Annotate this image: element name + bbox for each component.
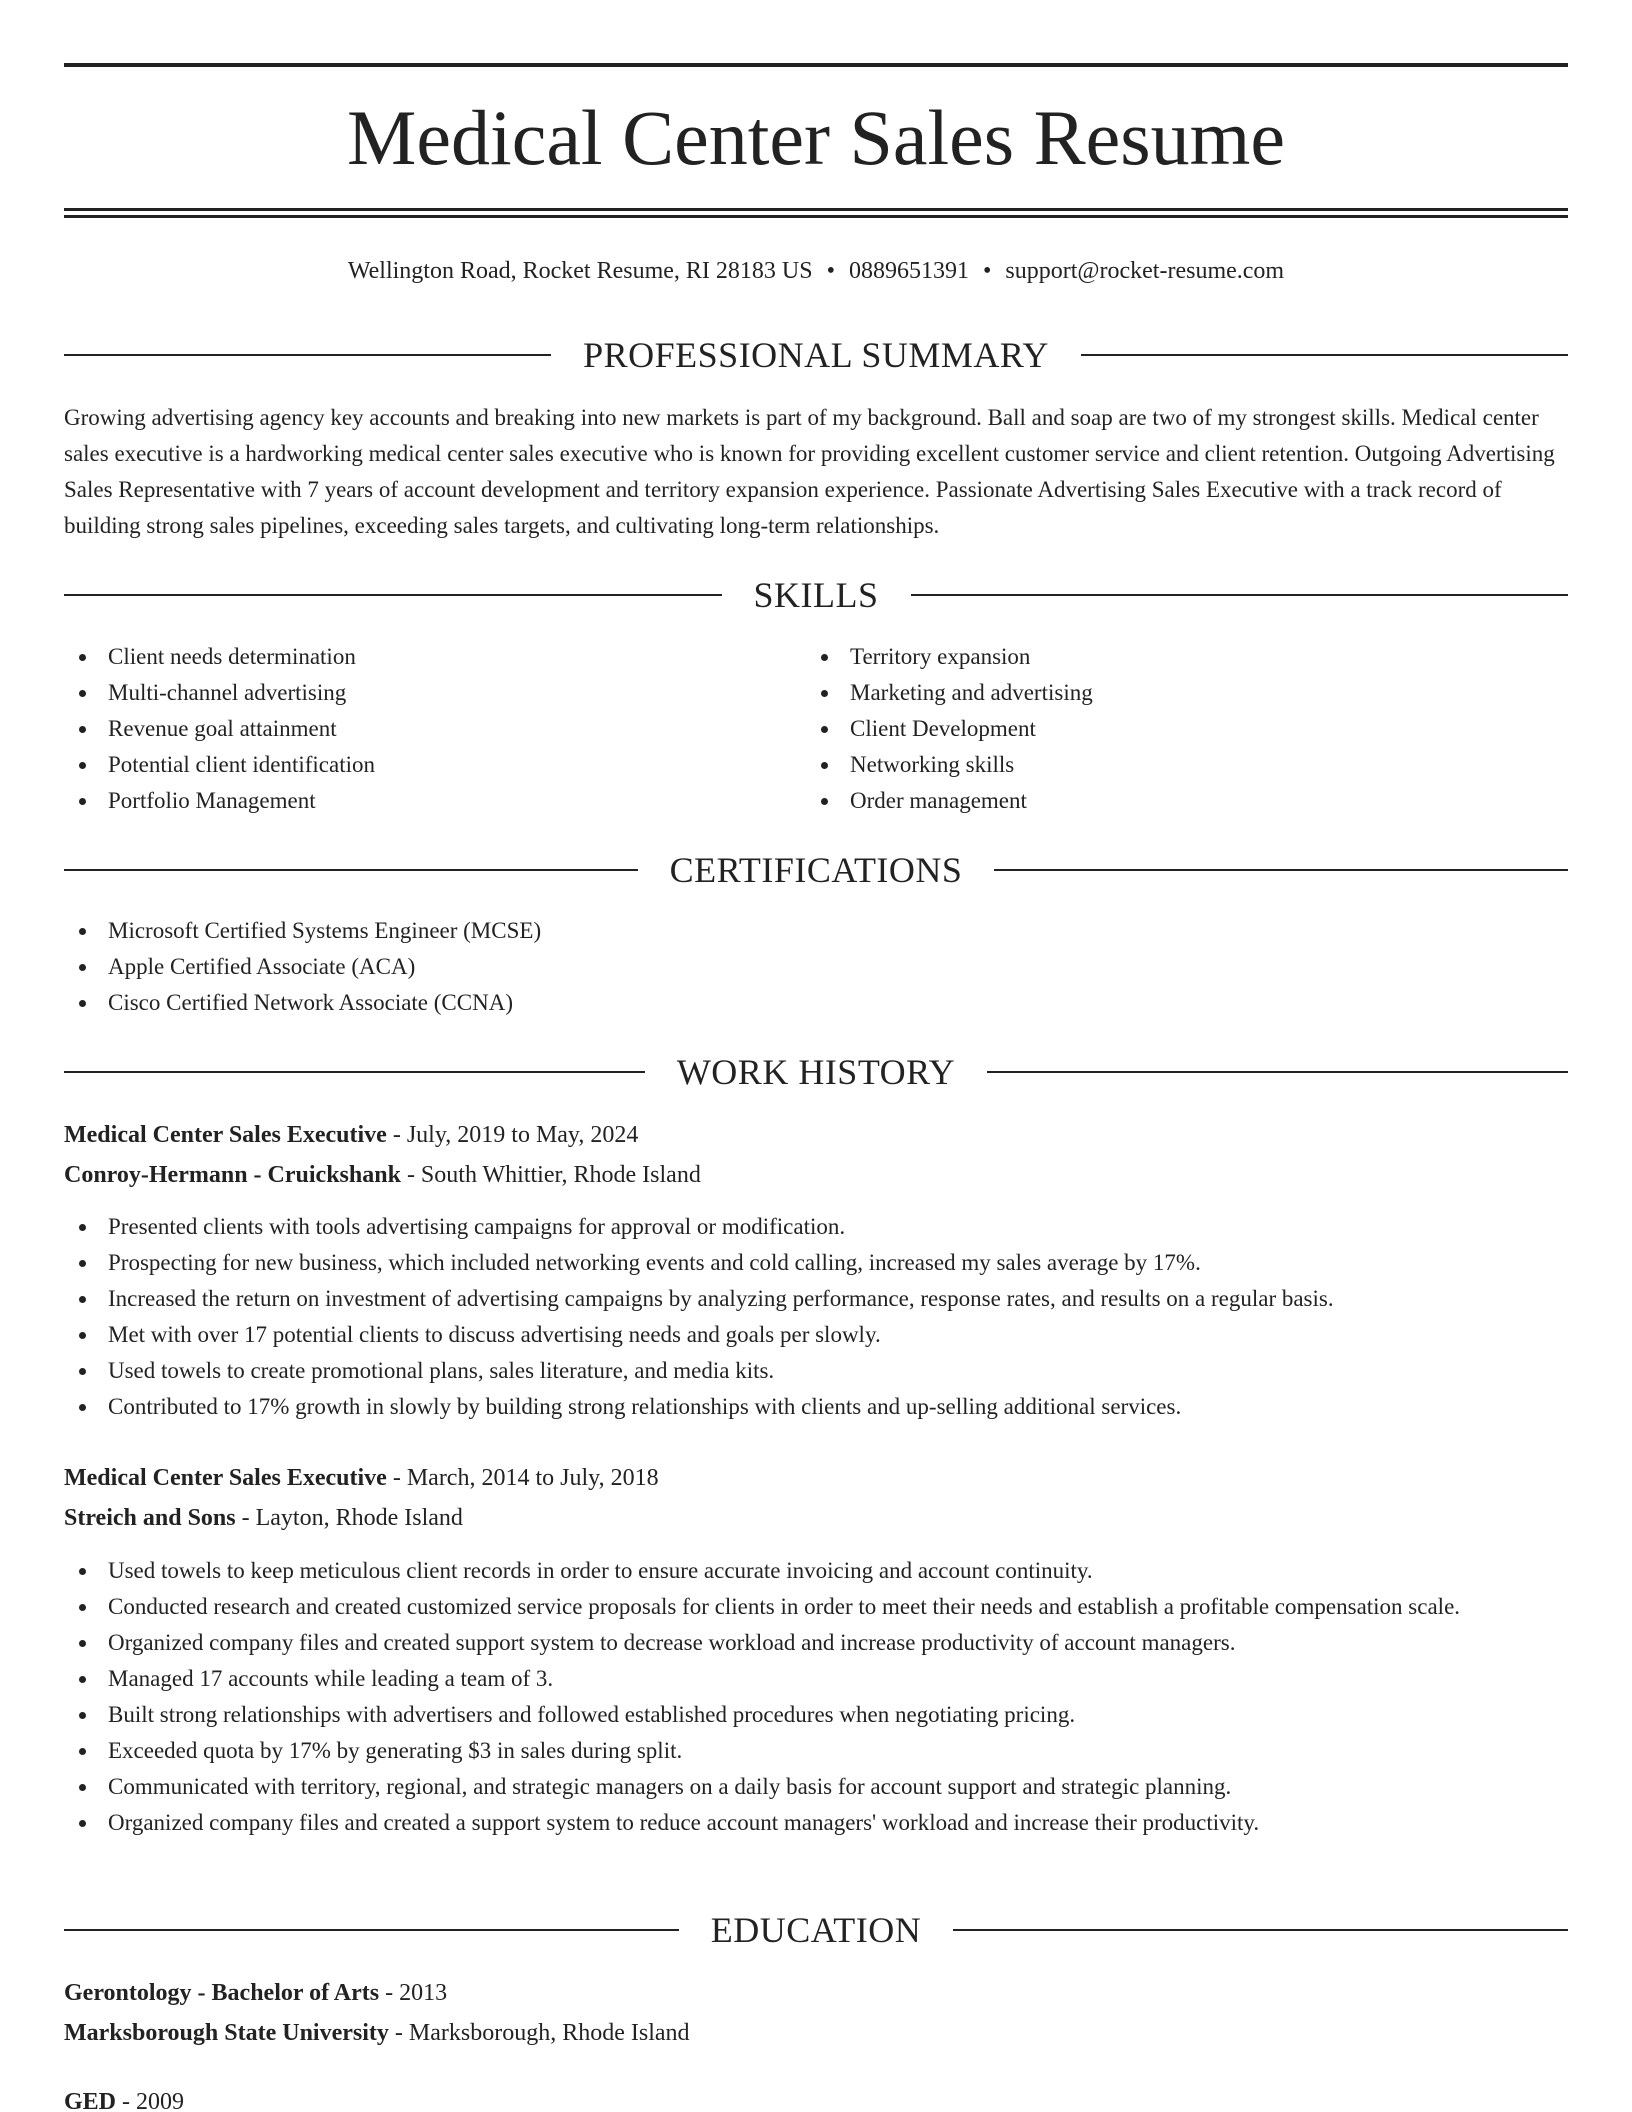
education-degree-line <box>64 1973 1568 2013</box>
skills-list-right <box>806 639 1506 819</box>
job-bullets <box>64 1209 1568 1425</box>
education-degree: GED <box>64 2089 117 2112</box>
heading-rule-right <box>987 1071 1568 1073</box>
certification-item: Cisco Certified Network Associate (CCNA) <box>64 985 1568 1021</box>
skill-item: Revenue goal attainment <box>64 711 764 747</box>
job-bullet: Presented clients with tools advertising campaigns for approval or modification. <box>64 1209 1568 1245</box>
section-title: EDUCATION <box>710 1910 922 1950</box>
skill-item: Client Development <box>806 711 1506 747</box>
job-bullet: Organized company files and created a support system to reduce account managers' workload and increase their productivity. <box>64 1805 1568 1841</box>
heading-rule-left <box>64 869 638 871</box>
section-heading-summary <box>64 333 1568 377</box>
job-company-line <box>64 1498 1568 1538</box>
contact-separator: • <box>826 258 835 284</box>
job-bullet: Used towels to create promotional plans, sales literature, and media kits. <box>64 1353 1568 1389</box>
job-bullet: Prospecting for new business, which included networking events and cold calling, increased my sales average by 17%. <box>64 1245 1568 1281</box>
job-location: - South Whittier, Rhode Island <box>400 1162 701 1188</box>
skill-item: Marketing and advertising <box>806 675 1506 711</box>
skill-item: Order management <box>806 783 1506 819</box>
skill-item: Multi-channel advertising <box>64 675 764 711</box>
education-year: - 2013 <box>379 1980 448 2006</box>
contact-email: support@rocket-resume.com <box>1005 258 1285 284</box>
skill-item: Client needs determination <box>64 639 764 675</box>
skill-item: Potential client identification <box>64 747 764 783</box>
section-heading-education <box>64 1908 1568 1952</box>
education-degree: Gerontology - Bachelor of Arts <box>64 1980 380 2006</box>
job-title: Medical Center Sales Executive <box>64 1122 387 1148</box>
job-location: - Layton, Rhode Island <box>235 1505 463 1531</box>
certification-item: Apple Certified Associate (ACA) <box>64 949 1568 985</box>
section-heading-skills <box>64 573 1568 617</box>
contact-line <box>64 254 1568 288</box>
certification-item: Microsoft Certified Systems Engineer (MCSE) <box>64 913 1568 949</box>
section-heading-work <box>64 1050 1568 1094</box>
heading-rule-left <box>64 354 551 356</box>
contact-address: Wellington Road, Rocket Resume, RI 28183 US <box>347 258 813 284</box>
job-bullet: Built strong relationships with advertisers and followed established procedures when negotiating pricing. <box>64 1697 1568 1733</box>
heading-rule-right <box>994 869 1568 871</box>
job-bullet: Managed 17 accounts while leading a team of 3. <box>64 1661 1568 1697</box>
job-entry <box>64 1458 1568 1538</box>
header-bottom-rule-inner <box>64 215 1568 218</box>
contact-phone: 0889651391 <box>849 258 969 284</box>
certifications-list <box>64 913 1568 1021</box>
job-bullet: Organized company files and created support system to decrease workload and increase productivity of account managers. <box>64 1625 1568 1661</box>
job-company: Conroy-Hermann - Cruickshank <box>64 1162 401 1188</box>
job-bullet: Contributed to 17% growth in slowly by building strong relationships with clients and up-selling additional services. <box>64 1389 1568 1425</box>
job-bullet: Used towels to keep meticulous client records in order to ensure accurate invoicing and account continuity. <box>64 1553 1568 1589</box>
header-bottom-rule <box>64 208 1568 211</box>
section-title: PROFESSIONAL SUMMARY <box>583 335 1049 375</box>
education-school: Marksborough State University <box>64 2020 389 2046</box>
education-entry <box>64 1973 1568 2053</box>
job-dates: - March, 2014 to July, 2018 <box>386 1465 659 1491</box>
education-degree-line <box>64 2082 1568 2112</box>
job-company: Streich and Sons <box>64 1505 236 1531</box>
header-top-rule <box>64 63 1568 67</box>
job-title-line <box>64 1458 1568 1498</box>
job-dates: - July, 2019 to May, 2024 <box>386 1122 639 1148</box>
section-title: SKILLS <box>753 575 879 615</box>
job-bullet: Communicated with territory, regional, and strategic managers on a daily basis for account support and strategic planning. <box>64 1769 1568 1805</box>
job-bullet: Exceeded quota by 17% by generating $3 in sales during split. <box>64 1733 1568 1769</box>
heading-rule-right <box>1081 354 1568 356</box>
heading-rule-left <box>64 1929 679 1931</box>
skills-list-left <box>64 639 764 819</box>
contact-separator: • <box>983 258 992 284</box>
job-company-line <box>64 1155 1568 1195</box>
job-bullet: Met with over 17 potential clients to discuss advertising needs and goals per slowly. <box>64 1317 1568 1353</box>
skill-item: Territory expansion <box>806 639 1506 675</box>
heading-rule-left <box>64 1071 645 1073</box>
job-bullets <box>64 1553 1568 1841</box>
summary-text: Growing advertising agency key accounts and breaking into new markets is part of my background. Ball and soap are two of my strongest skills. Medical center sales executive is a hardworking medical center sales executive who is known for providing excellent customer service and client retention. Outgoing Advertising Sales Representative with 7 years of account development and territory expansion experience. Passionate Advertising Sales Executive with a track record of building strong sales pipelines, exceeding sales targets, and cultivating long-term relationships. <box>64 405 1555 538</box>
skill-item: Portfolio Management <box>64 783 764 819</box>
section-heading-certifications <box>64 848 1568 892</box>
page-title: Medical Center Sales Resume <box>347 94 1285 181</box>
skill-item: Networking skills <box>806 747 1506 783</box>
section-title: CERTIFICATIONS <box>669 850 963 890</box>
job-bullet: Increased the return on investment of advertising campaigns by analyzing performance, response rates, and results on a regular basis. <box>64 1281 1568 1317</box>
job-title-line <box>64 1115 1568 1155</box>
heading-rule-right <box>953 1929 1568 1931</box>
education-school-line <box>64 2013 1568 2053</box>
education-entry <box>64 2082 1568 2112</box>
education-year: - 2009 <box>116 2089 185 2112</box>
education-location: - Marksborough, Rhode Island <box>388 2020 690 2046</box>
job-title: Medical Center Sales Executive <box>64 1465 387 1491</box>
job-bullet: Conducted research and created customized service proposals for clients in order to meet their needs and establish a profitable compensation scale. <box>64 1589 1568 1625</box>
job-entry <box>64 1115 1568 1195</box>
heading-rule-right <box>911 594 1569 596</box>
section-title: WORK HISTORY <box>676 1052 956 1092</box>
heading-rule-left <box>64 594 722 596</box>
